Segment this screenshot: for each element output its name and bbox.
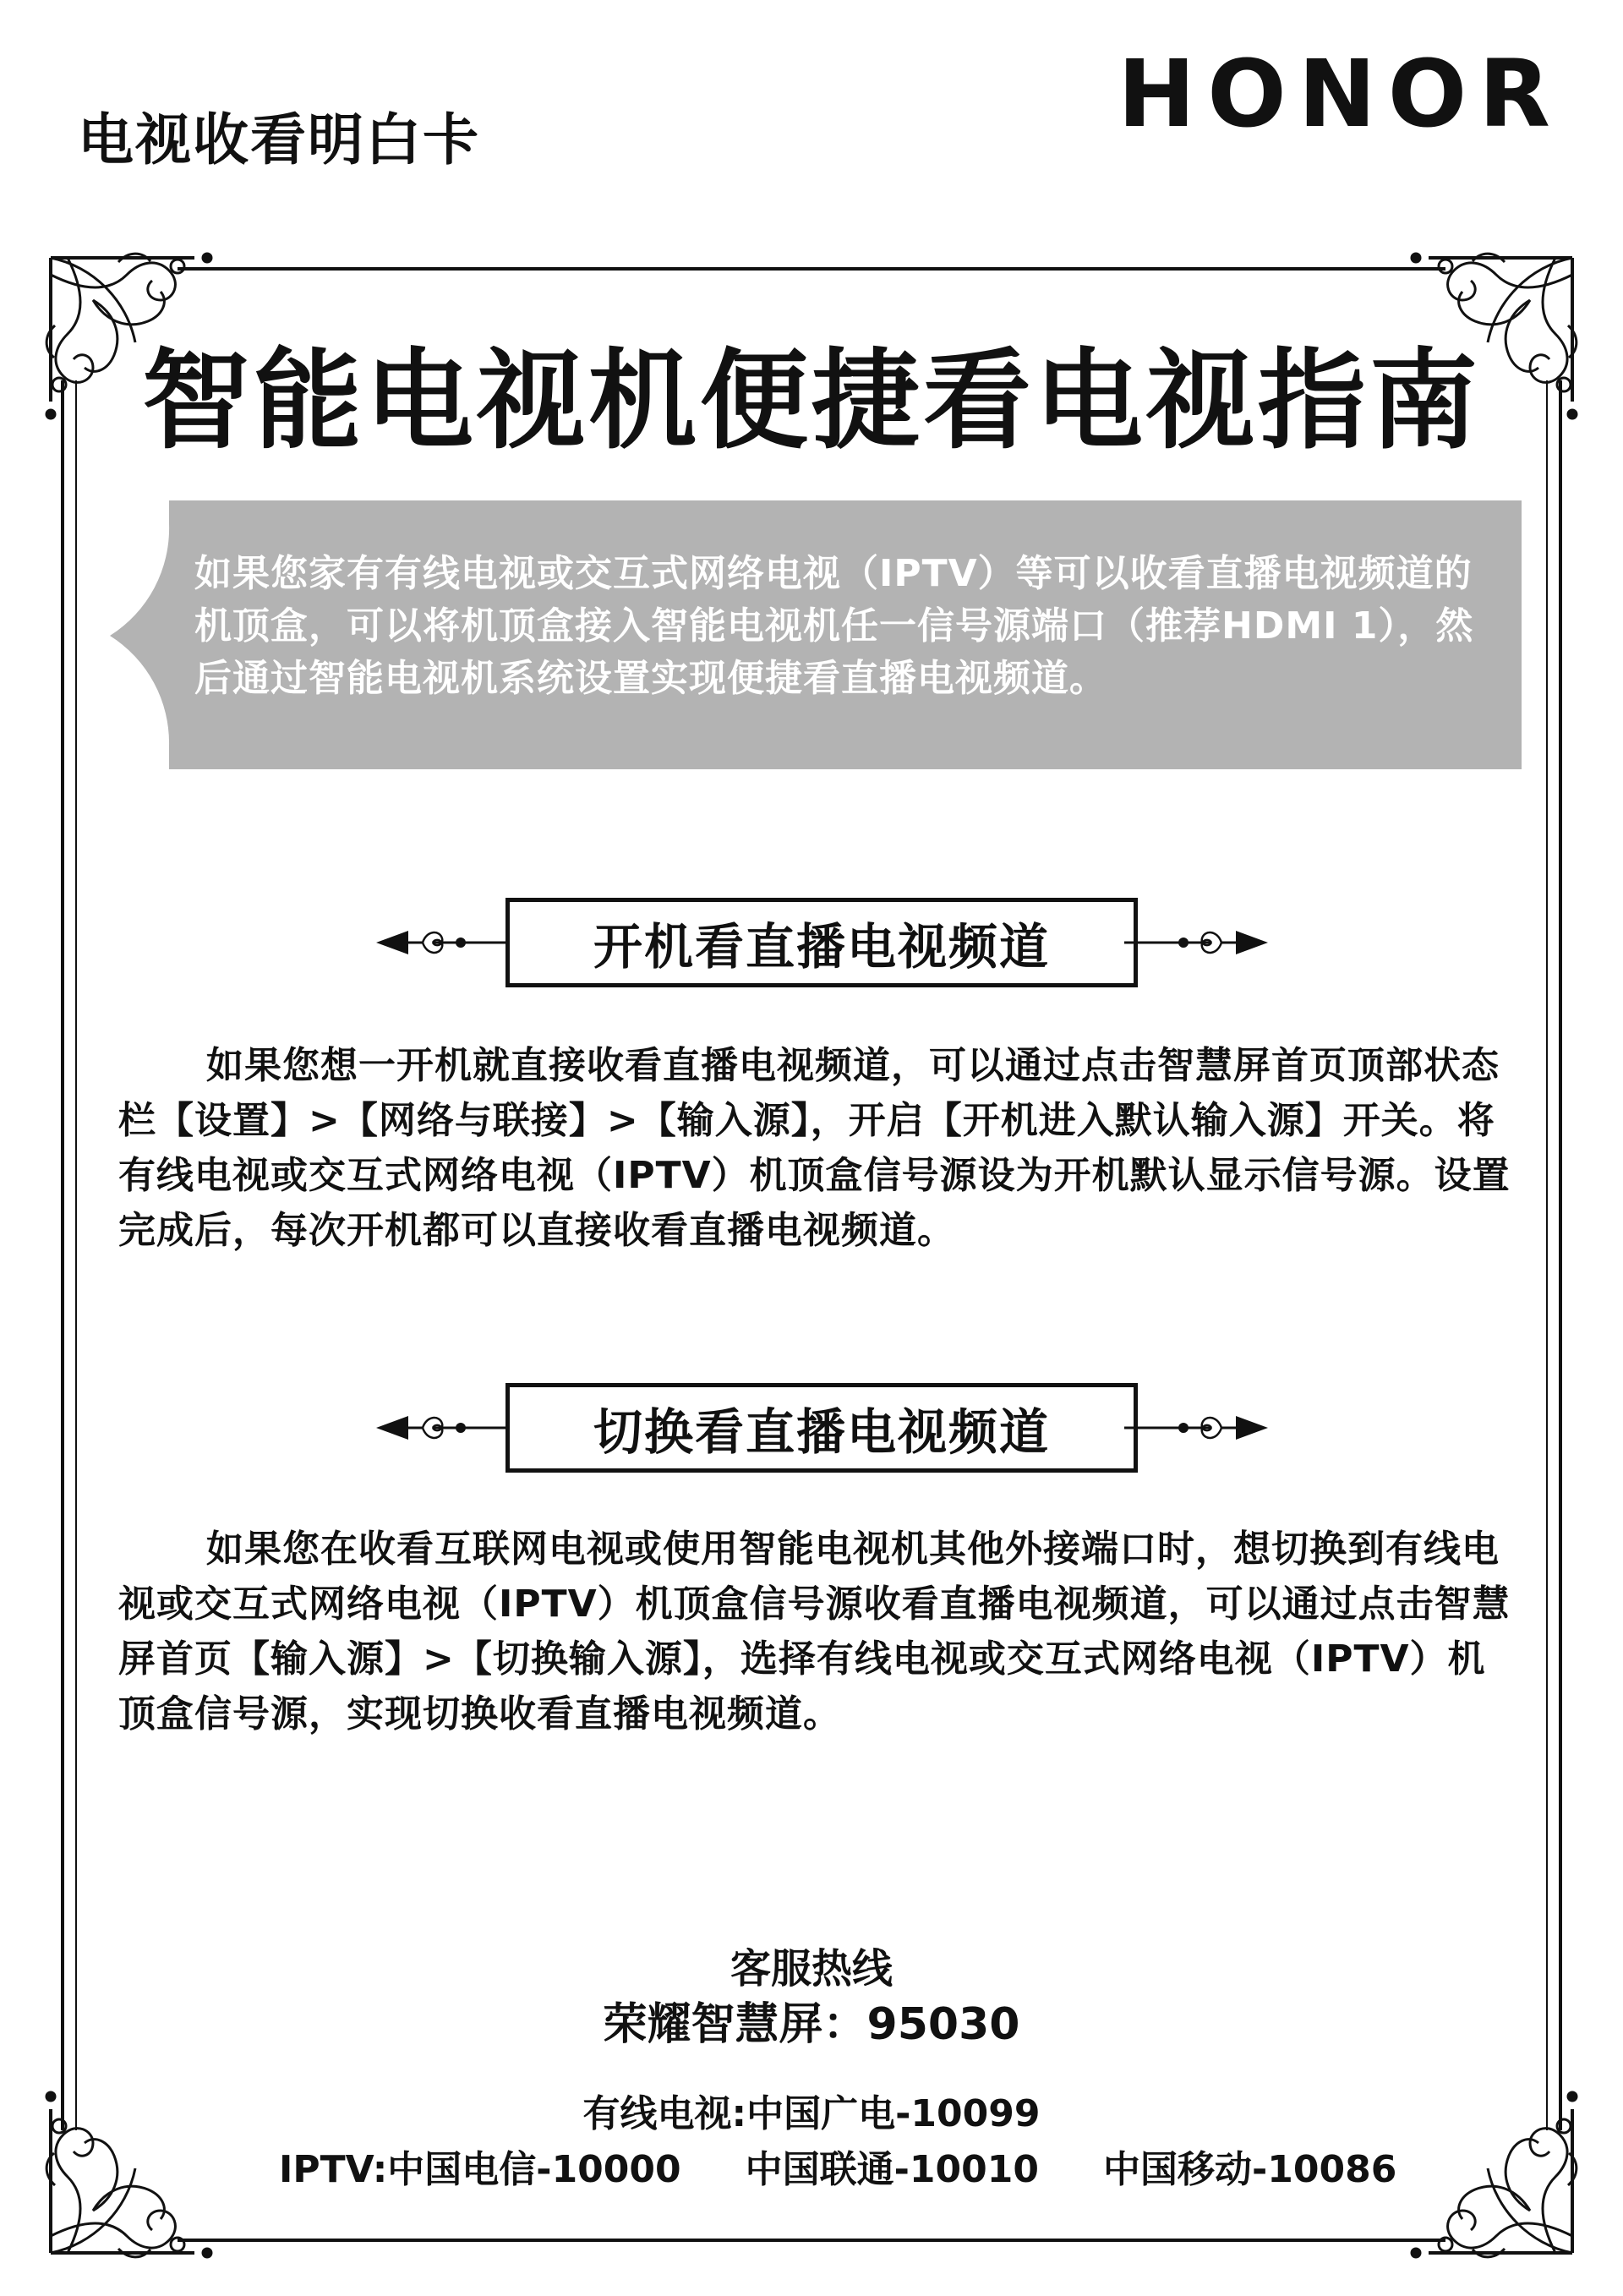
hotline-mobile: 中国移动-10086 — [1103, 2148, 1397, 2191]
arrow-ornament-icon — [1124, 1402, 1268, 1453]
hotline-cable: 有线电视:中国广电-10099 — [582, 2092, 1041, 2135]
arrow-ornament-icon — [376, 917, 520, 968]
hotline-title: 客服热线 — [730, 1945, 893, 1993]
brand-logo: HONOR — [1118, 40, 1562, 148]
intro-text: 如果您家有有线电视或交互式网络电视（IPTV）等可以收看直播电视频道的机顶盒，可以将机顶盒接入智能电视机任一信号源端口（推荐HDMI 1），然后通过智能电视机系统设置实现便捷看直播电视频道。 — [194, 552, 1474, 700]
hotline-honor: 荣耀智慧屏：95030 — [603, 1999, 1020, 2050]
section-body-text: 如果您想一开机就直接收看直播电视频道，可以通过点击智慧屏首页顶部状态栏【设置】>【网络与联接】>【输入源】，开启【开机进入默认输入源】开关。将有线电视或交互式网络电视（IPTV）机顶盒信号源设为开机默认显示信号源。设置完成后，每次开机都可以直接收看直播电视频道。 — [118, 1044, 1511, 1252]
page-title: 智能电视机便捷看电视指南 — [141, 338, 1481, 464]
card-label: 电视收看明白卡 — [78, 107, 480, 172]
arrow-ornament-icon — [376, 1402, 520, 1453]
hotline-unicom: 中国联通-10010 — [745, 2148, 1039, 2191]
section-title-boot-live: 开机看直播电视频道 — [505, 898, 1138, 987]
hotline-telecom: IPTV:中国电信-10000 — [279, 2148, 681, 2191]
section-body-boot-live — [118, 1038, 1522, 1258]
arrow-ornament-icon — [1124, 917, 1268, 968]
hotline-iptv — [279, 2139, 1461, 2193]
section-title-switch-live: 切换看直播电视频道 — [505, 1383, 1138, 1473]
section-body-text: 如果您在收看互联网电视或使用智能电视机其他外接端口时，想切换到有线电视或交互式网络电视（IPTV）机顶盒信号源收看直播电视频道，可以通过点击智慧屏首页【输入源】>【切换输入源】，选择有线电视或交互式网络电视（IPTV）机顶盒信号源，实现切换收看直播电视频道。 — [118, 1528, 1511, 1736]
section-body-switch-live — [118, 1522, 1522, 1741]
